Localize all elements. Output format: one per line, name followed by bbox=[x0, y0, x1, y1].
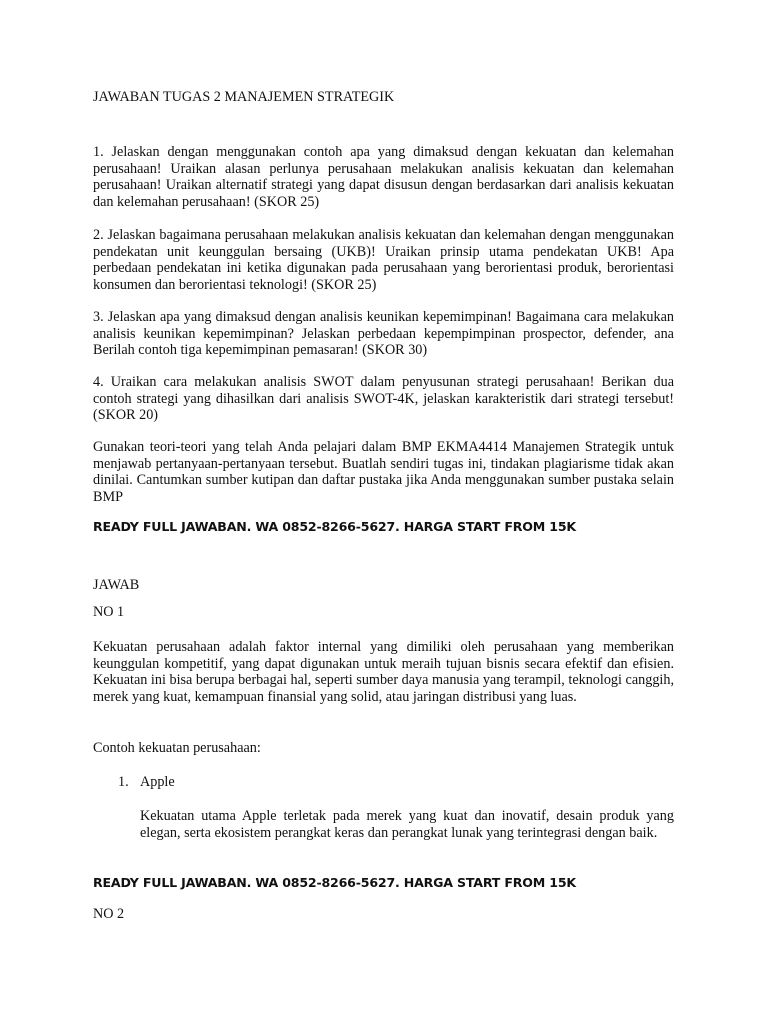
promo-banner: READY FULL JAWABAN. WA 0852-8266-5627. HARGA START FROM 15K bbox=[93, 519, 576, 534]
list-item-number: 1. bbox=[118, 774, 129, 790]
instructions-paragraph: Gunakan teori-teori yang telah Anda pelajari dalam BMP EKMA4414 Manajemen Strategik untuk menjawab pertanyaan-pertanyaan tersebut. Buatlah sendiri tugas ini, tindakan plagiarisme tidak akan dinilai. Cantumkan sumber kutipan dan daftar pustaka jika Anda menggunakan sumber pustaka selain BMP bbox=[93, 439, 674, 505]
jawab-heading: JAWAB bbox=[93, 577, 140, 593]
no1-heading: NO 1 bbox=[93, 604, 125, 620]
question-1: 1. Jelaskan dengan menggunakan contoh apa yang dimaksud dengan kekuatan dan kelemahan perusahaan! Uraikan alasan perlunya perusahaan melakukan analisis kekuatan dan kelemahan perusahaan! Uraikan alternatif strategi yang dapat disusun dengan berdasarkan dari analisis kekuatan dan kelemahan perusahaan! (SKOR 25) bbox=[93, 144, 674, 210]
list-item-label: Apple bbox=[140, 774, 175, 790]
question-3: 3. Jelaskan apa yang dimaksud dengan analisis keunikan kepemimpinan! Bagaimana cara melakukan analisis keunikan kepemimpinan? Jelaskan perbedaan kepempimpinan prospector, defender, ana Berilah contoh tiga kepemimpinan pemasaran! (SKOR 30) bbox=[93, 309, 674, 359]
list-item-description: Kekuatan utama Apple terletak pada merek yang kuat dan inovatif, desain produk yang elegan, serta ekosistem perangkat keras dan perangkat lunak yang terintegrasi dengan baik. bbox=[140, 808, 674, 841]
question-4: 4. Uraikan cara melakukan analisis SWOT dalam penyusunan strategi perusahaan! Berikan dua contoh strategi yang dihasilkan dari analisis SWOT-4K, jelaskan karakteristik dari strategi tersebut! (SKOR 20) bbox=[93, 374, 674, 424]
answer-paragraph: Kekuatan perusahaan adalah faktor internal yang dimiliki oleh perusahaan yang memberikan keunggulan kompetitif, yang dapat digunakan untuk meraih tujuan bisnis secara efektif dan efisien. Kekuatan ini bisa berupa berbagai hal, seperti sumber daya manusia yang terampil, teknologi canggih, merek yang kuat, kemampuan finansial yang solid, atau jaringan distribusi yang luas. bbox=[93, 639, 674, 705]
example-heading: Contoh kekuatan perusahaan: bbox=[93, 740, 261, 756]
no2-heading: NO 2 bbox=[93, 906, 125, 922]
question-2: 2. Jelaskan bagaimana perusahaan melakukan analisis kekuatan dan kelemahan dengan menggunakan pendekatan unit keunggulan bersaing (UKB)! Uraikan prinsip utama pendekatan UKB! Apa perbedaan pendekatan ini ketika digunakan pada perusahaan yang berorientasi produk, berorientasi konsumen dan berorientasi teknologi! (SKOR 25) bbox=[93, 227, 674, 293]
document-title: JAWABAN TUGAS 2 MANAJEMEN STRATEGIK bbox=[93, 89, 395, 105]
promo-banner: READY FULL JAWABAN. WA 0852-8266-5627. HARGA START FROM 15K bbox=[93, 875, 576, 890]
